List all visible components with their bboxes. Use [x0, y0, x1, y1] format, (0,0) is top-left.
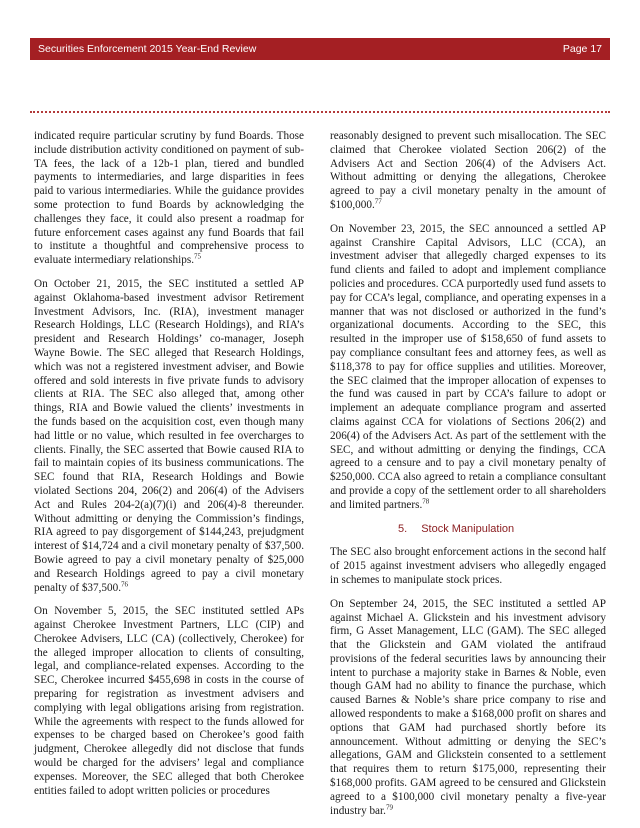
- right-column: [330, 130, 606, 828]
- paragraph: On November 23, 2015, the SEC announced a settled AP against Cranshire Capital Advisors, LLC (CCA), an investment adviser that allegedly charged expenses to its fund clients and failed to adopt and implement compliance policies and procedures. CCA purportedly used fund assets to pay for CCA’s legal, compliance, and operating expenses in a manner that was not disclosed or authorized in the fund’s organizational documents. According to the SEC, this resulted in the improper use of $158,650 of fund assets to pay compliance consultant fees and attorney fees, as well as $118,378 to pay for office supplies and utilities. Moreover, the SEC claimed that the improper allocation of expenses to the fund was caused in part by CCA’s failure to adopt or implement an adequate compliance program and asserted claims against CCA for violations of Sections 206(2) and 206(4) of the Advisers Act. As part of the settlement with the SEC, and without admitting or denying the findings, CCA agreed to a censure and to pay a civil monetary penalty of $250,000. CCA also agreed to retain a compliance consultant and provide a copy of the settlement order to all shareholders and limited partners.$^{78}$: [330, 222, 606, 511]
- paragraph: indicated require particular scrutiny by fund Boards. Those include distribution activity conditioned on payment of sub-TA fees, the lack of a 12b-1 plan, tiered and bundled payments to intermediaries, and large disparities in fees paid to various intermediaries. While the guidance provides some protection to fund Boards by acknowledging the challenges they face, it could also present a roadmap for future enforcement cases against any fund Boards that fail to institute a thoughtful and comprehensive process to evaluate intermediary relationships.$^{75}$: [34, 130, 304, 267]
- left-column: [34, 130, 304, 808]
- dotted-divider: [30, 111, 610, 113]
- page-header: [30, 38, 610, 60]
- footnote-ref[interactable]: 77: [374, 197, 382, 206]
- section-title: Stock Manipulation: [421, 522, 515, 535]
- page-number: Page 17: [562, 43, 602, 55]
- paragraph: reasonably designed to prevent such misallocation. The SEC claimed that Cherokee violated Section 206(2) of the Advisers Act and Section 206(4) of the Advisers Act. Without admitting or denying the allegations, Cherokee agreed to pay a civil monetary penalty in the amount of $100,000.77: [330, 130, 606, 211]
- section-heading: [330, 523, 606, 537]
- footnote-ref[interactable]: 79: [385, 802, 393, 811]
- paragraph: The SEC also brought enforcement actions in the second half of 2015 against investment advisers who allegedly engaged in schemes to manipulate stock prices.: [330, 546, 606, 586]
- section-number: 5.: [398, 522, 408, 535]
- paragraph: On September 24, 2015, the SEC instituted a settled AP against Michael A. Glickstein and his investment advisory firm, G Asset Management, LLC (GAM). The SEC alleged that the Glickstein and GAM violated the antifraud provisions of the federal securities laws by announcing their intent to purchase a majority stake in Barnes & Noble, even though GAM had no ability to finance the purchase, which caused Barnes & Noble’s share price company to rise and allowed respondents to make a $168,000 profit on shares and options that GAM had purchased shortly before its announcement. Without admitting or denying the SEC’s allegations, GAM and Glickstein consented to a settlement that requires them to return $175,000, representing their $168,000 profits. GAM agreed to be censured and Glickstein agreed to a $100,000 civil monetary penalty a five-year industry bar.$^{79}$: [330, 597, 606, 817]
- footnote-ref[interactable]: 78: [422, 496, 430, 505]
- footnote-ref[interactable]: 75: [194, 252, 201, 261]
- paragraph: On November 5, 2015, the SEC instituted settled APs against Cherokee Investment Partners, LLC (CIP) and Cherokee Advisers, LLC (CA) (collectively, Cherokee) for the alleged improper allocation to clients of consulting, legal, and compliance-related expenses. According to the SEC, Cherokee incurred $455,698 in costs in the course of preparing for registration as investment advisers and complying with legal obligations arising from registration. While the agreements with respect to the funds allowed for expenses to be charged based on Cherokee’s good faith judgment, Cherokee allegedly did not disclose that funds would be charged for the advisers’ legal and compliance expenses. Moreover, the SEC alleged that both Cherokee entities failed to adopt written policies or procedures: [34, 605, 304, 797]
- footnote-ref[interactable]: 76: [121, 579, 128, 588]
- paragraph: On October 21, 2015, the SEC instituted a settled AP against Oklahoma-based investment advisor Retirement Investment Advisors, Inc. (RIA), investment manager Research Holdings, LLC (Research Holdings), and RIA’s president and Research Holdings’ co-manager, Joseph Wayne Bowie. The SEC alleged that Research Holdings, which was not a registered investment adviser, and Bowie offered and sold interests in five private funds to advisory clients at RIA. The SEC also alleged that, among other things, RIA and Bowie valued the clients’ investments in the funds based on the acquisition cost, even though many had little or no value, which resulted in fee overcharges to clients. Finally, the SEC asserted that Bowie caused RIA to fail to maintain copies of its business communications. The SEC found that RIA, Research Holdings and Bowie violated Sections 204, 206(2) and 206(4) of the Advisers Act and Rules 204-2(a)(7)(i) and 206(4)-8 thereunder. Without admitting or denying the Commission’s findings, RIA agreed to pay disgorgement of $144,243, prejudgment interest of $14,724 and a civil monetary penalty of $37,500. Bowie agreed to pay a civil monetary penalty of $25,000 and Research Holdings agreed to pay a civil monetary penalty of $37,500.76: [34, 277, 304, 594]
- header-title: Securities Enforcement 2015 Year-End Review: [38, 43, 257, 55]
